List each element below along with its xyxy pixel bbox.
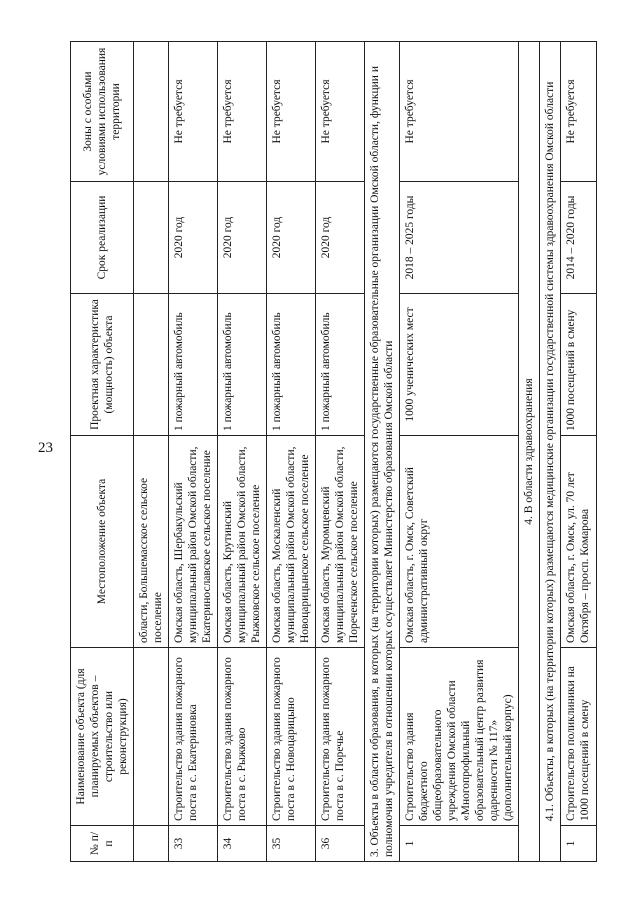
location-cell: Омская область, г. Омск, ул. 70 лет Октября – просп. Комарова: [561, 436, 596, 648]
name-cell: Строительство поликлиники на 1000 посещений в смену: [561, 648, 596, 826]
header-name: Наименование объекта (для планируемых объектов – строительство или реконструкция): [71, 648, 134, 826]
table-row: [400, 42, 519, 862]
term-cell: 2020 год: [267, 182, 316, 294]
name-cell: Строительство здания пожарного поста в с. Екатериновка: [169, 648, 218, 826]
page-number: 23: [38, 440, 53, 456]
table-cell: [134, 182, 169, 294]
location-cell: области, Большемасское сельское поселение: [134, 436, 169, 648]
capacity-cell: 1 пожарный автомобиль: [316, 294, 365, 436]
term-cell: 2020 год: [316, 182, 365, 294]
section-row: [519, 42, 540, 862]
num-cell: 1: [561, 826, 596, 862]
location-cell: Омская область, г. Омск, Советский административный округ: [400, 436, 519, 648]
zones-cell: Не требуется: [267, 42, 316, 182]
zones-cell: Не требуется: [400, 42, 519, 182]
header-num: № п/п: [71, 826, 134, 862]
table-row: [218, 42, 267, 862]
table-cell: [134, 42, 169, 182]
capacity-cell: 1000 ученических мест: [400, 294, 519, 436]
table-cell: [134, 648, 169, 826]
header-location: Местоположение объекта: [71, 436, 134, 648]
name-cell: Строительство здания пожарного поста в с. Новоцарицыно: [267, 648, 316, 826]
zones-cell: Не требуется: [316, 42, 365, 182]
name-cell: Строительство здания пожарного поста в с. Рыжково: [218, 648, 267, 826]
num-cell: 36: [316, 826, 365, 862]
table-row: [561, 42, 596, 862]
section-3-heading: 3. Объекты в области образования, в которых (на территории которых) размещаются государственные образовательные организации Омской области, функции и полномочия учредителя в отношении которых осуществляет Министерство образования Омской области: [365, 42, 400, 862]
table-row: [316, 42, 365, 862]
document-table-sheet: [70, 42, 592, 862]
zones-cell: Не требуется: [561, 42, 596, 182]
header-capacity: Проектная характеристика (мощность) объекта: [71, 294, 134, 436]
num-cell: 33: [169, 826, 218, 862]
section-row: [365, 42, 400, 862]
name-cell: Строительство здания бюджетного общеобразовательного учреждения Омской области «Многопрофильный образовательный центр развития одаренности № 117» (дополнительный корпус): [400, 648, 519, 826]
location-cell: Омская область, Муромцевский муниципальный район Омской области, Пореченское сельское поселение: [316, 436, 365, 648]
num-cell: 34: [218, 826, 267, 862]
num-cell: 35: [267, 826, 316, 862]
name-cell: Строительство здания пожарного поста в с. Поречье: [316, 648, 365, 826]
header-term: Срок реализации: [71, 182, 134, 294]
objects-table: [70, 41, 597, 862]
capacity-cell: 1 пожарный автомобиль: [169, 294, 218, 436]
section-row: [540, 42, 561, 862]
section-4-1-heading: 4.1. Объекты, в которых (на территории которых) размещаются медицинские организации государственной системы здравоохранения Омской области: [540, 42, 561, 862]
capacity-cell: 1000 посещений в смену: [561, 294, 596, 436]
zones-cell: Не требуется: [169, 42, 218, 182]
term-cell: 2018 – 2025 годы: [400, 182, 519, 294]
table-row: [134, 42, 169, 862]
zones-cell: Не требуется: [218, 42, 267, 182]
term-cell: 2020 год: [218, 182, 267, 294]
table-row: [169, 42, 218, 862]
term-cell: 2014 – 2020 годы: [561, 182, 596, 294]
num-cell: 1: [400, 826, 519, 862]
table-row: [267, 42, 316, 862]
header-zones: Зоны с особыми условиями использования территории: [71, 42, 134, 182]
table-header-row: [71, 42, 134, 862]
section-4-heading: 4. В области здравоохранения: [519, 42, 540, 862]
term-cell: 2020 год: [169, 182, 218, 294]
location-cell: Омская область, Шербакульский муниципальный район Омской области, Екатеринославское сельское поселение: [169, 436, 218, 648]
location-cell: Омская область, Москаленский муниципальный район Омской области, Новоцарицынское сельское поселение: [267, 436, 316, 648]
capacity-cell: 1 пожарный автомобиль: [218, 294, 267, 436]
location-cell: Омская область, Крутинский муниципальный район Омской области, Рыжковское сельское поселение: [218, 436, 267, 648]
capacity-cell: 1 пожарный автомобиль: [267, 294, 316, 436]
table-cell: [134, 294, 169, 436]
table-cell: [134, 826, 169, 862]
